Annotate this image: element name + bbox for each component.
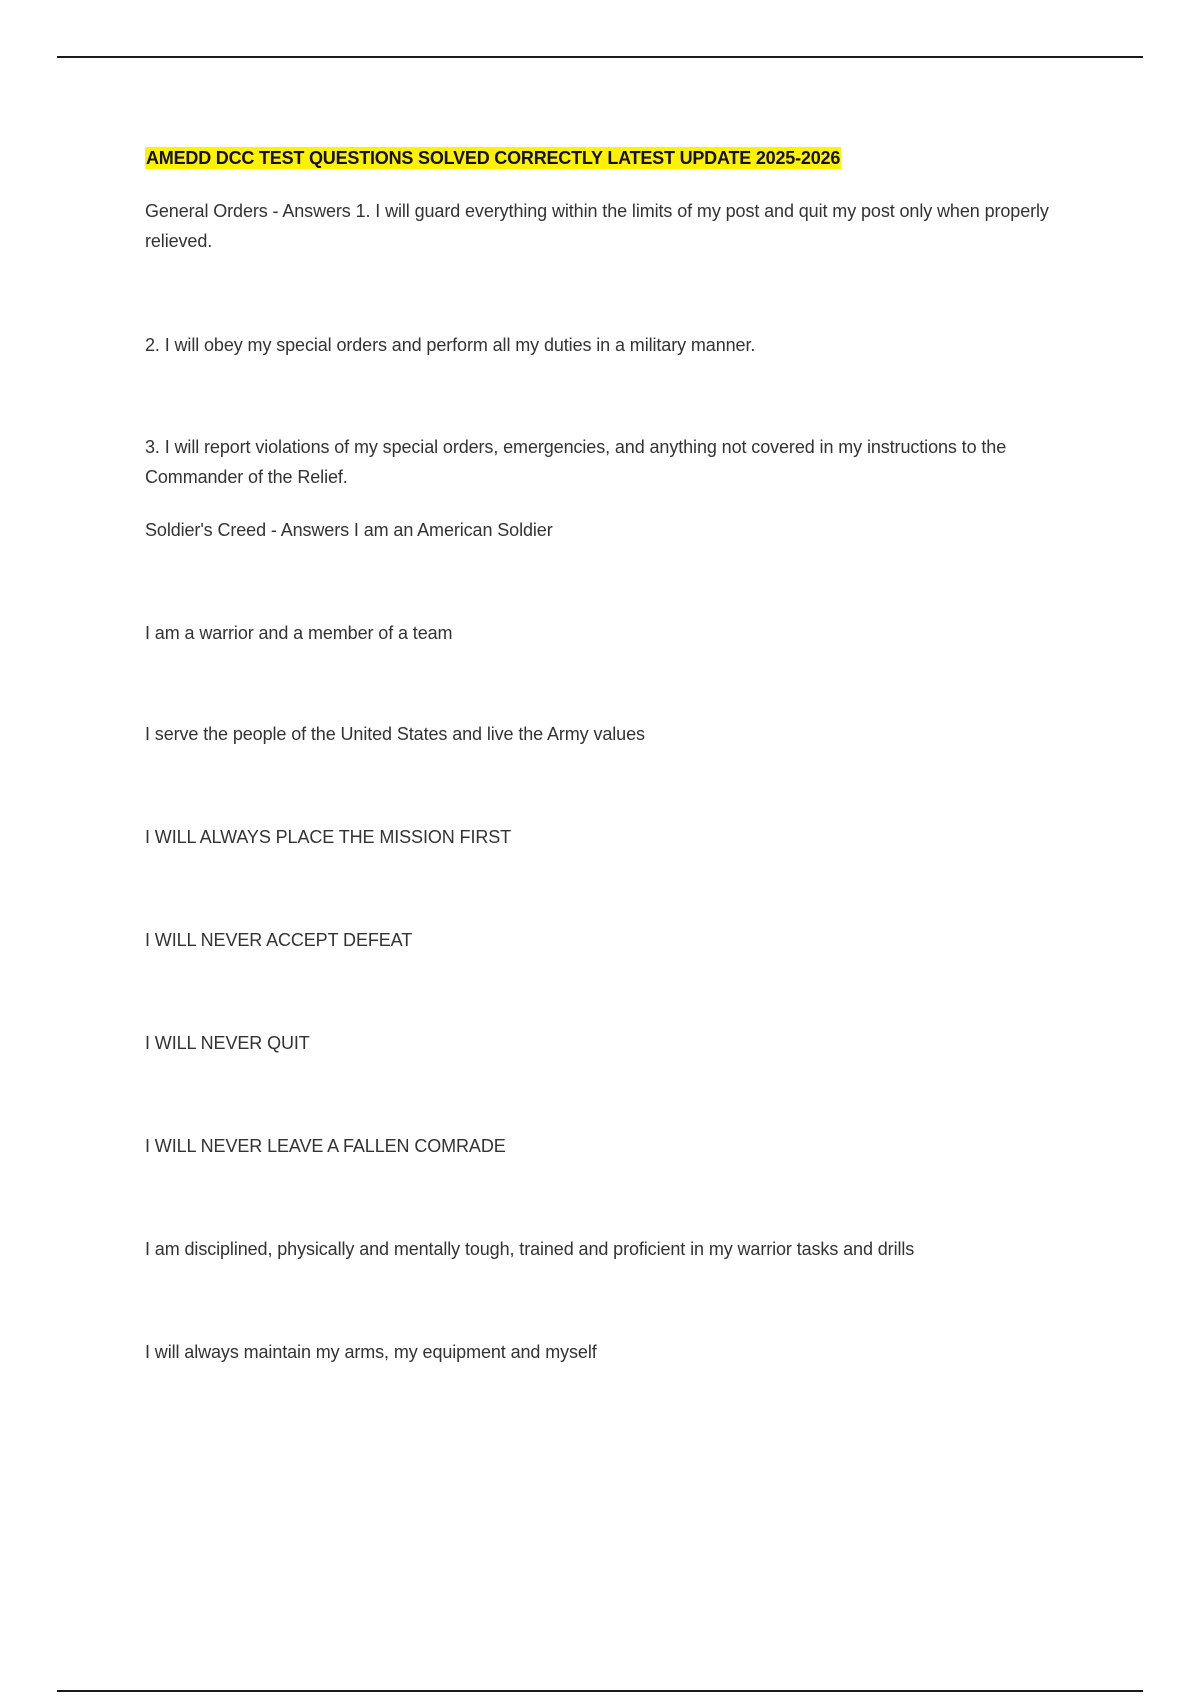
- paragraph-creed-line: I WILL NEVER QUIT: [145, 1033, 310, 1053]
- paragraph-soldiers-creed: Soldier's Creed - Answers I am an American Soldier: [145, 520, 553, 540]
- paragraph-general-orders-3: 3. I will report violations of my special orders, emergencies, and anything not covered in my instructions to the Commander of the Relief.: [145, 437, 1007, 487]
- paragraph-general-orders-2: 2. I will obey my special orders and perform all my duties in a military manner.: [145, 335, 756, 355]
- paragraph-creed-line: I am disciplined, physically and mentally tough, trained and proficient in my warrior tasks and drills: [145, 1239, 915, 1259]
- paragraph-creed-line: I WILL ALWAYS PLACE THE MISSION FIRST: [145, 827, 512, 847]
- paragraph-creed-line: I WILL NEVER ACCEPT DEFEAT: [145, 930, 413, 950]
- paragraph-creed-line: I will always maintain my arms, my equipment and myself: [145, 1342, 597, 1362]
- header-rule: [57, 56, 1143, 58]
- paragraph-creed-line: I serve the people of the United States and live the Army values: [145, 724, 645, 744]
- paragraph-creed-line: I WILL NEVER LEAVE A FALLEN COMRADE: [145, 1136, 506, 1156]
- paragraph-creed-line: I am a warrior and a member of a team: [145, 623, 453, 643]
- document-title: AMEDD DCC TEST QUESTIONS SOLVED CORRECTLY LATEST UPDATE 2025-2026: [146, 148, 841, 168]
- footer-rule: [57, 1690, 1143, 1692]
- paragraph-general-orders-1: General Orders - Answers 1. I will guard everything within the limits of my post and quit my post only when properly relieved.: [145, 201, 1049, 251]
